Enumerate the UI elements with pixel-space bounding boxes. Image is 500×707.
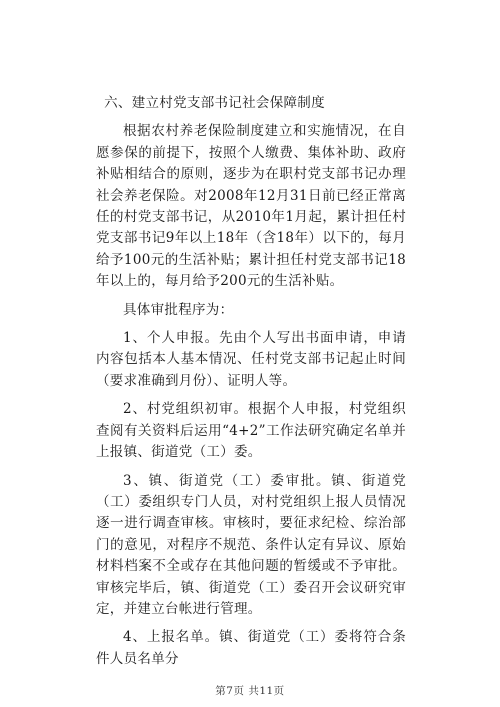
page-number-footer: 第7页 共11页 — [215, 685, 285, 697]
paragraph-step-3: 3、镇、街道党（工）委审批。镇、街道党（工）委组织专门人员，对村党组织上报人员情况逐一进行调查审核。审核时，要征求纪检、综治部门的意见，对程序不规范、条件认定有异议、原始材料档案不全或存在其他问题的暂缓或不予审批。审核完毕后，镇、街道党（工）委召开会议研究审定，并建立台帐进行管理。 — [96, 472, 406, 617]
paragraph-step-4: 4、上报名单。镇、街道党（工）委将符合条件人员名单分 — [96, 629, 406, 667]
paragraph-step-1: 1、个人申报。先由个人写出书面申请，申请内容包括本人基本情况、任村党支部书记起止时间（要求准确到月份）、证明人等。 — [96, 330, 406, 389]
paragraph-procedure-intro: 具体审批程序为： — [123, 301, 234, 318]
section-heading: 六、建立村党支部书记社会保障制度 — [104, 95, 325, 111]
paragraph-step-2: 2、村党组织初审。根据个人申报，村党组织查阅有关资料后运用“4+2”工作法研究确定名单并上报镇、街道党（工）委。 — [96, 401, 406, 461]
document-body — [96, 93, 406, 670]
paragraph-policy: 根据农村养老保险制度建立和实施情况，在自愿参保的前提下，按照个人缴费、集体补助、政府补贴相结合的原则，逐步为在职村党支部书记办理社会养老保险。对2008年12月31日前已经正常离任的村党支部书记，从2010年1月起，累计担任村党支部书记9年以上18年（含18年）以下的，每月给予100元的生活补贴；累计担任村党支部书记18年以上的，每月给予200元的生活补贴。 — [96, 123, 406, 290]
